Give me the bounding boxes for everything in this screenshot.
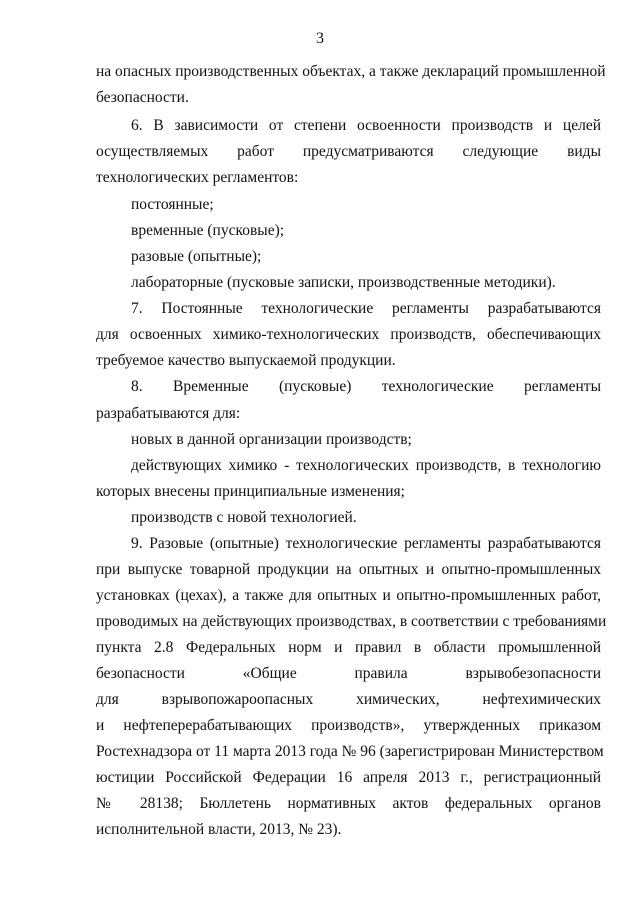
list-item: действующих химико - технологических производств, в технологию xyxy=(131,457,601,474)
text-line: и нефтеперерабатывающих производств», утвержденных приказом xyxy=(96,717,601,734)
text-line: для освоенных химико-технологических производств, обеспечивающих xyxy=(96,326,601,343)
text-line: Ростехнадзора от 11 марта 2013 года № 96 (зарегистрирован Министерством xyxy=(96,743,604,760)
paragraph-9-start: 9. Разовые (опытные) технологические регламенты разрабатываются xyxy=(131,535,601,552)
text-line: требуемое качество выпускаемой продукции. xyxy=(96,352,396,369)
paragraph-8-start: 8. Временные (пусковые) технологические регламенты xyxy=(131,378,601,395)
text-line: разрабатываются для: xyxy=(96,405,241,422)
list-item: лабораторные (пусковые записки, производственные методики). xyxy=(131,274,556,291)
list-item: постоянные; xyxy=(131,196,214,213)
paragraph-6-start: 6. В зависимости от степени освоенности производств и целей xyxy=(131,117,601,134)
text-line: безопасности «Общие правила взрывобезопасности xyxy=(96,665,601,682)
list-item: временные (пусковые); xyxy=(131,222,285,239)
text-line: установках (цехах), а также для опытных и опытно-промышленных работ, xyxy=(96,587,601,604)
text-line: пункта 2.8 Федеральных норм и правил в области промышленной xyxy=(96,639,601,656)
text-line: проводимых на действующих производствах, в соответствии с требованиями xyxy=(96,613,607,630)
text-line: осуществляемых работ предусматриваются следующие виды xyxy=(96,143,601,160)
text-line: технологических регламентов: xyxy=(96,169,299,186)
text-line: при выпуске товарной продукции на опытных и опытно-промышленных xyxy=(96,561,601,578)
text-line: для взрывопожароопасных химических, нефтехимических xyxy=(96,691,601,708)
text-line: которых внесены принципиальные изменения; xyxy=(96,483,405,500)
list-item: разовые (опытные); xyxy=(131,248,262,265)
text-line: юстиции Российской Федерации 16 апреля 2013 г., регистрационный xyxy=(96,769,601,786)
text-line: исполнительной власти, 2013, № 23). xyxy=(96,821,342,838)
text-line: № 28138; Бюллетень нормативных актов федеральных органов xyxy=(96,795,601,812)
list-item: новых в данной организации производств; xyxy=(131,431,412,448)
paragraph-7-start: 7. Постоянные технологические регламенты разрабатываются xyxy=(131,300,601,317)
text-line: на опасных производственных объектах, а также деклараций промышленной xyxy=(96,63,606,80)
text-line: безопасности. xyxy=(96,89,189,106)
list-item: производств с новой технологией. xyxy=(131,509,357,526)
page-number: 3 xyxy=(316,30,324,47)
